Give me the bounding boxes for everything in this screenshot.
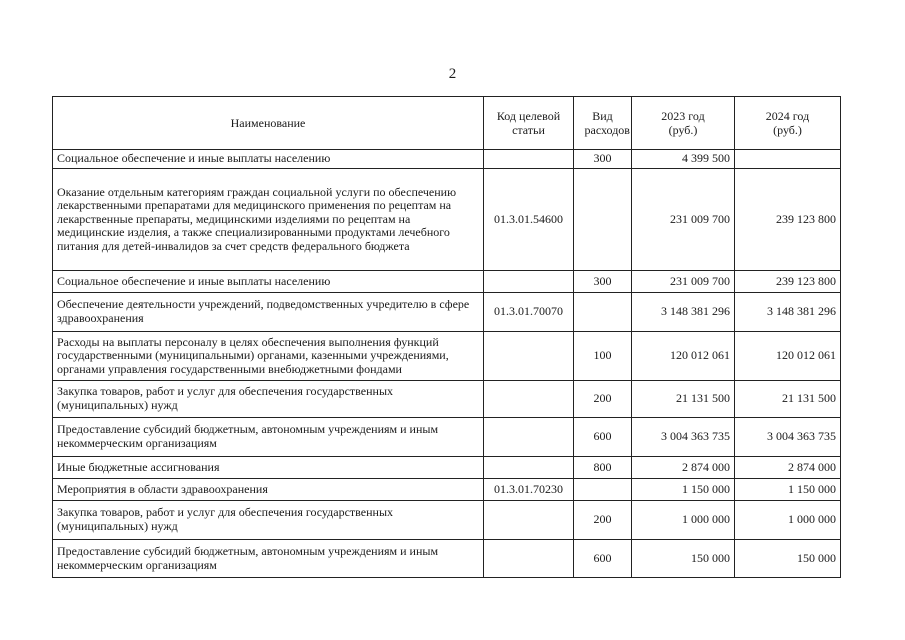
table-row <box>53 381 841 418</box>
row-2023: 21 131 500 <box>632 381 735 418</box>
header-2024-text: 2024 год (руб.) <box>765 109 810 137</box>
row-name: Оказание отдельным категориям граждан социальной услуги по обеспечению лекарственными препаратами для медицинского применения по рецептам на лекарственные препараты, медицинскими изделиями по рецептам на медицинские изделия, а также специализированными продуктами лечебного питания для детей-инвалидов за счет средств федерального бюджета <box>53 169 484 271</box>
row-2023: 3 004 363 735 <box>632 418 735 457</box>
row-type: 600 <box>574 540 632 578</box>
table-row <box>53 271 841 293</box>
row-code <box>484 150 574 169</box>
row-2024: 239 123 800 <box>735 271 841 293</box>
row-2024: 239 123 800 <box>735 169 841 271</box>
header-2024 <box>735 97 841 150</box>
row-code <box>484 540 574 578</box>
table-row <box>53 293 841 332</box>
row-name: Иные бюджетные ассигнования <box>53 457 484 479</box>
row-type <box>574 169 632 271</box>
header-code-text: Код целевой статьи <box>496 109 561 137</box>
row-type: 600 <box>574 418 632 457</box>
row-code: 01.3.01.54600 <box>484 169 574 271</box>
table-row <box>53 418 841 457</box>
header-code <box>484 97 574 150</box>
row-name: Закупка товаров, работ и услуг для обеспечения государственных (муниципальных) нужд <box>53 381 484 418</box>
row-2024: 120 012 061 <box>735 332 841 381</box>
row-type: 300 <box>574 271 632 293</box>
row-2023: 1 000 000 <box>632 501 735 540</box>
row-2024: 1 150 000 <box>735 479 841 501</box>
table-row <box>53 479 841 501</box>
row-2024: 150 000 <box>735 540 841 578</box>
row-2023: 150 000 <box>632 540 735 578</box>
table-row <box>53 457 841 479</box>
row-name: Обеспечение деятельности учреждений, подведомственных учредителю в сфере здравоохранения <box>53 293 484 332</box>
row-name: Социальное обеспечение и иные выплаты населению <box>53 271 484 293</box>
row-name: Расходы на выплаты персоналу в целях обеспечения выполнения функций государственными (муниципальными) органами, казенными учреждениями, органами управления государственными внебюджетными фондами <box>53 332 484 381</box>
row-code: 01.3.01.70230 <box>484 479 574 501</box>
table-row <box>53 150 841 169</box>
row-code <box>484 381 574 418</box>
row-2024: 1 000 000 <box>735 501 841 540</box>
row-2023: 2 874 000 <box>632 457 735 479</box>
row-code <box>484 501 574 540</box>
row-type <box>574 479 632 501</box>
row-type <box>574 293 632 332</box>
header-name: Наименование <box>53 97 484 150</box>
table-row <box>53 540 841 578</box>
table-row <box>53 332 841 381</box>
header-type-text: Вид расходов <box>584 109 630 137</box>
row-name: Мероприятия в области здравоохранения <box>53 479 484 501</box>
table-row <box>53 501 841 540</box>
row-2024: 21 131 500 <box>735 381 841 418</box>
table-header-row <box>53 97 841 150</box>
row-type: 200 <box>574 381 632 418</box>
row-name: Предоставление субсидий бюджетным, автономным учреждениям и иным некоммерческим организациям <box>53 540 484 578</box>
row-name: Закупка товаров, работ и услуг для обеспечения государственных (муниципальных) нужд <box>53 501 484 540</box>
row-2023: 120 012 061 <box>632 332 735 381</box>
header-2023-text: 2023 год (руб.) <box>661 109 705 137</box>
row-type: 800 <box>574 457 632 479</box>
row-2023: 3 148 381 296 <box>632 293 735 332</box>
table-row <box>53 169 841 271</box>
row-2024 <box>735 150 841 169</box>
budget-table <box>52 96 841 578</box>
row-type: 200 <box>574 501 632 540</box>
row-code <box>484 271 574 293</box>
row-2023: 231 009 700 <box>632 271 735 293</box>
header-2023 <box>632 97 735 150</box>
row-name: Социальное обеспечение и иные выплаты населению <box>53 150 484 169</box>
row-code <box>484 418 574 457</box>
row-type: 100 <box>574 332 632 381</box>
row-2023: 4 399 500 <box>632 150 735 169</box>
header-type <box>574 97 632 150</box>
row-2024: 2 874 000 <box>735 457 841 479</box>
row-2023: 231 009 700 <box>632 169 735 271</box>
row-name: Предоставление субсидий бюджетным, автономным учреждениям и иным некоммерческим организациям <box>53 418 484 457</box>
row-2023: 1 150 000 <box>632 479 735 501</box>
row-code: 01.3.01.70070 <box>484 293 574 332</box>
page-number: 2 <box>448 66 457 82</box>
row-2024: 3 148 381 296 <box>735 293 841 332</box>
row-code <box>484 332 574 381</box>
row-type: 300 <box>574 150 632 169</box>
row-2024: 3 004 363 735 <box>735 418 841 457</box>
row-code <box>484 457 574 479</box>
